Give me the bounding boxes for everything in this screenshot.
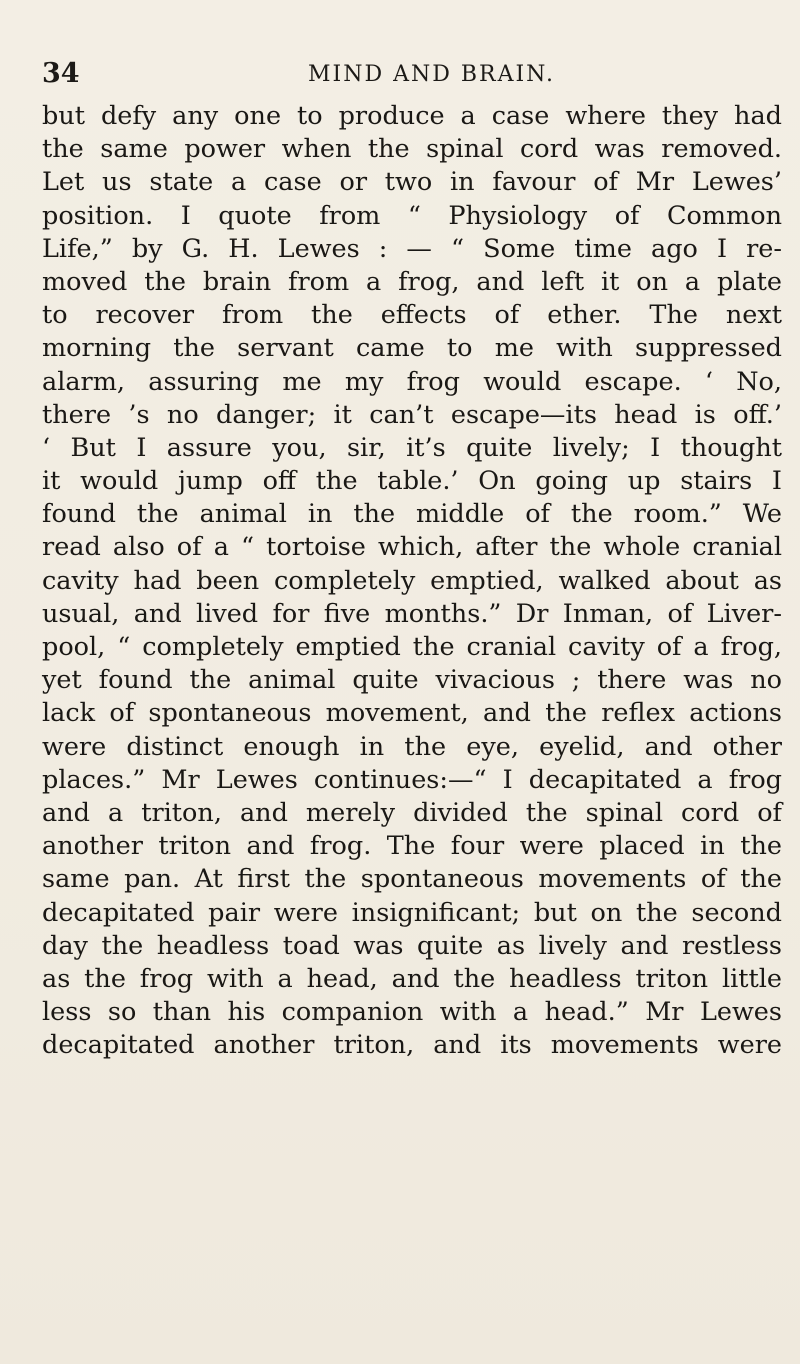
text-line: and a triton, and merely divided the spinal cord of [42,797,782,828]
text-line: same pan. At first the spontaneous movements of the [42,864,782,895]
page-number: 34 [42,58,80,89]
text-line: pool, “ completely emptied the cranial cavity of a frog, [42,632,782,662]
text-line: lack of spontaneous movement, and the reflex actions [42,698,782,729]
text-line: it would jump off the table.’ On going up stairs I [42,466,782,497]
text-line: day the headless toad was quite as lively and restless [42,930,782,961]
text-line: decapitated another triton, and its movements were [42,1030,782,1061]
text-line: cavity had been completely emptied, walked about as [42,565,782,596]
text-line: yet found the animal quite vivacious ; there was no [42,665,782,696]
text-line: ‘ But I assure you, sir, it’s quite lively; I thought [42,432,782,463]
text-line: another triton and frog. The four were placed in the [42,831,782,862]
body-text [42,100,782,1062]
text-line: morning the servant came to me with suppressed [42,333,782,364]
text-line: read also of a “ tortoise which, after the whole cranial [42,532,782,563]
text-line: Life,” by G. H. Lewes : — “ Some time ago I re- [42,233,782,264]
text-line: moved the brain from a frog, and left it on a plate [42,266,782,297]
text-line: as the frog with a head, and the headless triton little [42,963,782,994]
text-line: Let us state a case or two in favour of Mr Lewes’ [42,167,782,198]
running-title: MIND AND BRAIN. [308,62,556,87]
text-line: position. I quote from “ Physiology of Common [42,200,782,231]
running-head [42,58,772,92]
text-line: but defy any one to produce a case where they had [42,101,782,131]
text-line: to recover from the effects of ether. The next [42,300,782,331]
text-line: found the animal in the middle of the room.” We [42,499,782,530]
text-line: places.” Mr Lewes continues:—“ I decapitated a frog [42,764,782,795]
text-line: decapitated pair were insignificant; but on the second [42,897,782,928]
text-line: alarm, assuring me my frog would escape. ‘ No, [42,366,782,397]
text-line: usual, and lived for five months.” Dr Inman, of Liver- [42,598,782,629]
text-line: there ’s no danger; it can’t escape—its head is off.’ [42,399,782,430]
text-line: were distinct enough in the eye, eyelid, and other [42,731,782,762]
text-line: the same power when the spinal cord was removed. [42,134,782,165]
text-line: less so than his companion with a head.” Mr Lewes [42,997,782,1028]
